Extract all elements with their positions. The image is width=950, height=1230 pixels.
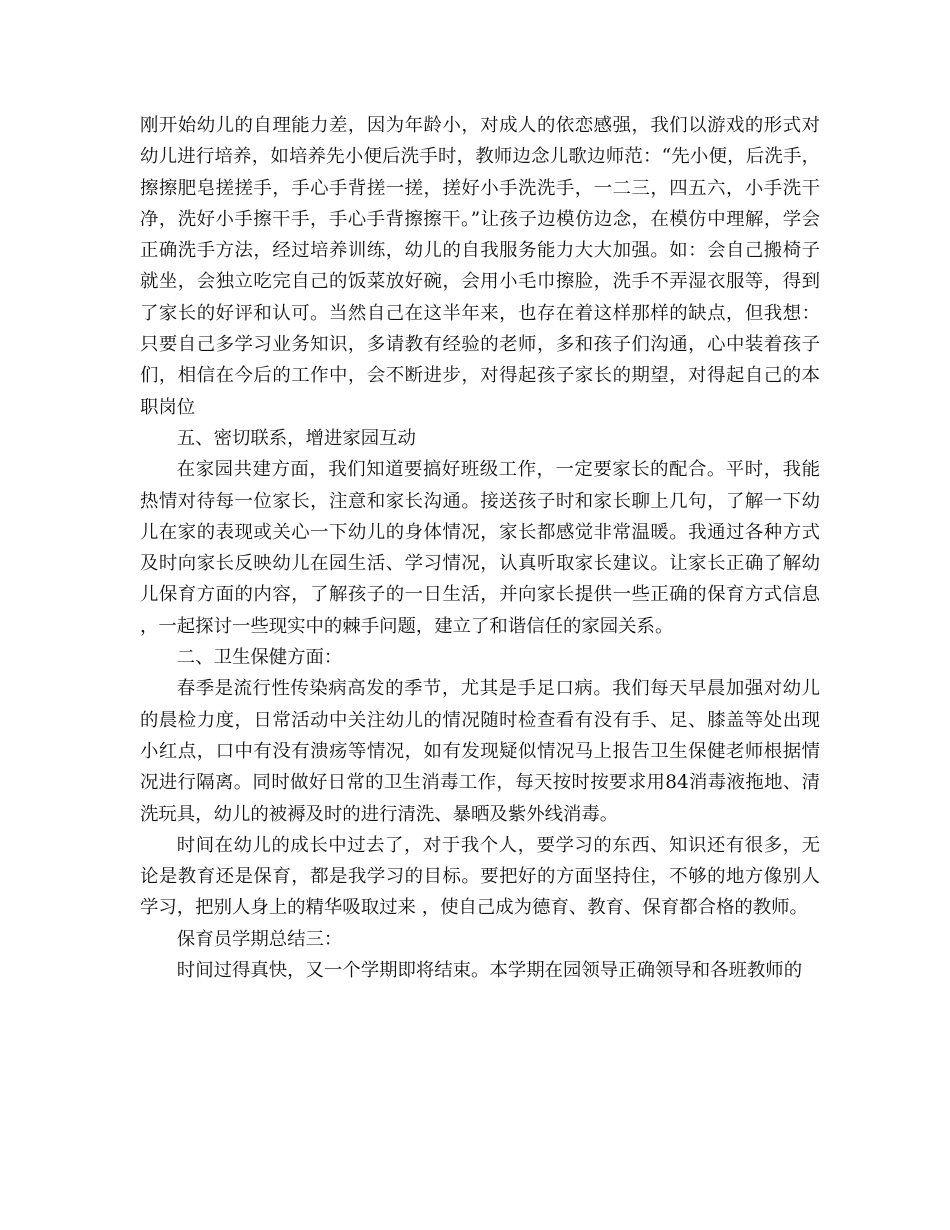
paragraph-self-care-training: 刚开始幼儿的自理能力差，因为年龄小，对成人的依恋感强，我们以游戏的形式对幼儿进行培养，如培养先小便后洗手时，教师边念儿歌边师范：“先小便，后洗手，擦擦肥皂搓搓手，手心手背搓一搓，搓好小手洗洗手，一二三，四五六，小手洗干净，洗好小手擦干手，手心手背擦擦干。”让孩子边模仿边念，在模仿中理解，学会正确洗手方法，经过培养训练，幼儿的自我服务能力大大加强。如：会自己搬椅子就坐，会独立吃完自己的饭菜放好碗，会用小毛巾擦脸，洗手不弄湿衣服等，得到了家长的好评和认可。当然自己在这半年来，也存在着这样那样的缺点，但我想：只要自己多学习业务知识，多请教有经验的老师，多和孩子们沟通，心中装着孩子们，相信在今后的工作中，会不断进步，对得起孩子家长的期望，对得起自己的本职岗位 — [140, 115, 820, 418]
paragraph-disease-prevention: 春季是流行性传染病高发的季节，尤其是手足口病。我们每天早晨加强对幼儿的晨检力度，日常活动中关注幼儿的情况随时检查看有没有手、足、膝盖等处出现小红点，口中有没有溃疡等情况，如有发现疑似情况马上报告卫生保健老师根据情况进行隔离。同时做好日常的卫生消毒工作，每天按时按要求用84消毒液拖地、清洗玩具，幼儿的被褥及时的进行清洗、暴晒及紫外线消毒。 — [140, 678, 820, 825]
section-heading-home-school-interaction: 五、密切联系，增进家园互动 — [176, 427, 416, 449]
document-body — [140, 110, 820, 986]
section-heading-health-care: 二、卫生保健方面： — [176, 647, 343, 669]
section-heading-summary-three: 保育员学期总结三： — [176, 928, 343, 950]
paragraph-personal-reflection: 时间在幼儿的成长中过去了，对于我个人，要学习的东西、知识还有很多，无论是教育还是保育，都是我学习的目标。要把好的方面坚持住，不够的地方像别人学习，把别人身上的精华吸取过来 ，使自己成为德育、教育、保育都合格的教师。 — [140, 834, 820, 919]
paragraph-semester-intro: 时间过得真快，又一个学期即将结束。本学期在园领导正确领导和各班教师的 — [176, 960, 803, 982]
paragraph-home-school-cooperation: 在家园共建方面，我们知道要搞好班级工作，一定要家长的配合。平时，我能热情对待每一位家长，注意和家长沟通。接送孩子时和家长聊上几句，了解一下幼儿在家的表现或关心一下幼儿的身体情况，家长都感觉非常温暖。我通过各种方式及时向家长反映幼儿在园生活、学习情况，认真听取家长建议。让家长正确了解幼儿保育方面的内容，了解孩子的一日生活，并向家长提供一些正确的保育方式信息，一起探讨一些现实中的棘手问题，建立了和谐信任的家园关系。 — [140, 459, 820, 637]
